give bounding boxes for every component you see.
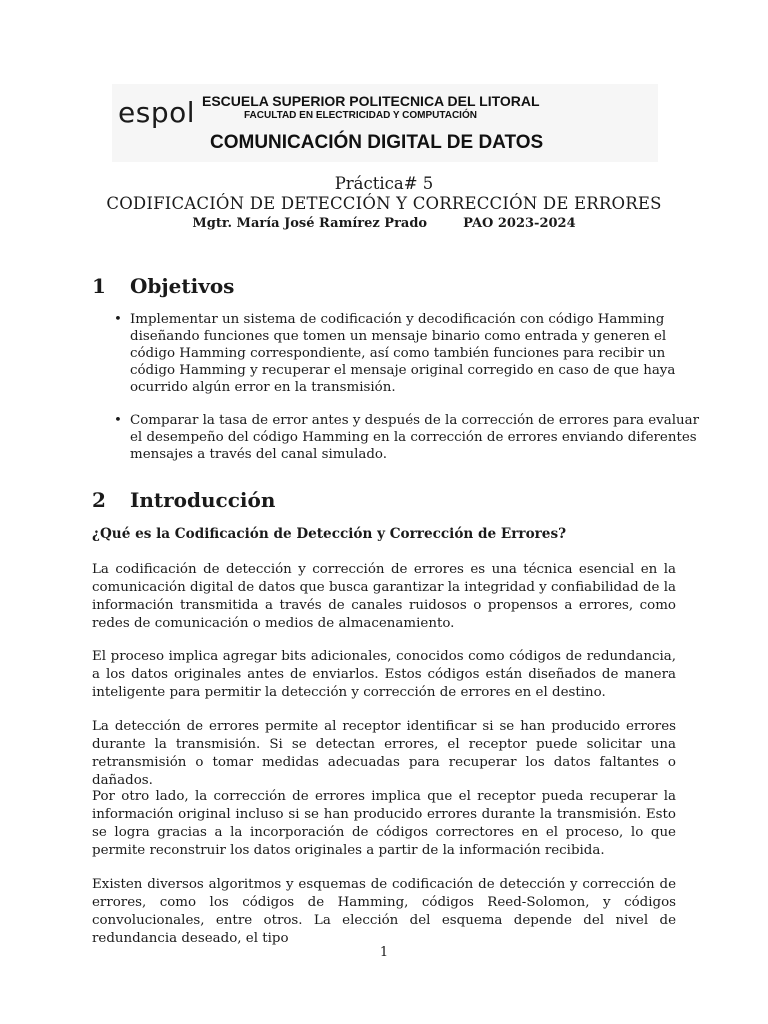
paragraph: El proceso implica agregar bits adicionales, conocidos como códigos de redundancia, a los datos originales antes de enviarlos. Estos códigos están diseñados de manera inteligente para permitir la detección y corrección de errores en el destino. bbox=[92, 649, 676, 700]
faculty-name: FACULTAD EN ELECTRICIDAD Y COMPUTACIÓN bbox=[244, 110, 477, 121]
section-heading-introduccion bbox=[92, 488, 275, 512]
page-number: 1 bbox=[379, 945, 389, 960]
section-title: Introducción bbox=[130, 488, 276, 512]
paragraph: Por otro lado, la corrección de errores implica que el receptor pueda recuperar la información original incluso si se han producido errores durante la transmisión. Esto se logra gracias a la incorporación de códigos correctores en el proceso, lo que permite reconstruir los datos originales a partir de la información recibida. bbox=[92, 789, 676, 858]
section-heading-objetivos bbox=[92, 274, 234, 298]
objectives-list bbox=[110, 311, 710, 479]
section-number: 1 bbox=[92, 274, 106, 298]
paragraph: La codificación de detección y corrección de errores es una técnica esencial en la comunicación digital de datos que busca garantizar la integridad y confiabilidad de la información transmitida a través de canales ruidosos o propensos a errores, como redes de comunicación o medios de almacenamiento. bbox=[92, 562, 676, 631]
institution-name: ESCUELA SUPERIOR POLITECNICA DEL LITORAL bbox=[202, 93, 540, 109]
paragraph: Existen diversos algoritmos y esquemas de codificación de detección y corrección de errores, como los códigos de Hamming, códigos Reed-Solomon, y códigos convolucionales, entre otros. La elección del esquema depende del nivel de redundancia deseado, el tipo bbox=[92, 877, 676, 946]
list-item: • Implementar un sistema de codificación y decodificación con código Hamming diseñando funciones que tomen un mensaje binario como entrada y generen el código Hamming correspondiente, así como también funciones para recibir un código Hamming y recuperar el mensaje original corregido en caso de que haya ocurrido algún error en la transmisión. bbox=[110, 311, 710, 396]
list-item: • Comparar la tasa de error antes y después de la corrección de errores para evaluar el desempeño del código Hamming en la corrección de errores enviando diferentes mensajes a través del canal simulado. bbox=[110, 412, 710, 463]
practice-number: Práctica# 5 bbox=[334, 174, 434, 193]
author-name: Mgtr. María José Ramírez Prado bbox=[192, 216, 428, 231]
section-title: Objetivos bbox=[130, 274, 235, 298]
document-title: CODIFICACIÓN DE DETECCIÓN Y CORRECCIÓN DE ERRORES bbox=[106, 194, 662, 213]
section-number: 2 bbox=[92, 488, 106, 512]
course-title: COMUNICACIÓN DIGITAL DE DATOS bbox=[210, 132, 544, 153]
espol-logo: espol bbox=[118, 96, 195, 129]
subsection-heading: ¿Qué es la Codificación de Detección y Corrección de Errores? bbox=[92, 526, 567, 542]
academic-period: PAO 2023-2024 bbox=[463, 216, 576, 231]
paragraph: La detección de errores permite al receptor identificar si se han producido errores durante la transmisión. Si se detectan errores, el receptor puede solicitar una retransmisión o tomar medidas adecuadas para recuperar los datos faltantes o dañados. bbox=[92, 719, 676, 788]
author-line bbox=[0, 216, 768, 231]
